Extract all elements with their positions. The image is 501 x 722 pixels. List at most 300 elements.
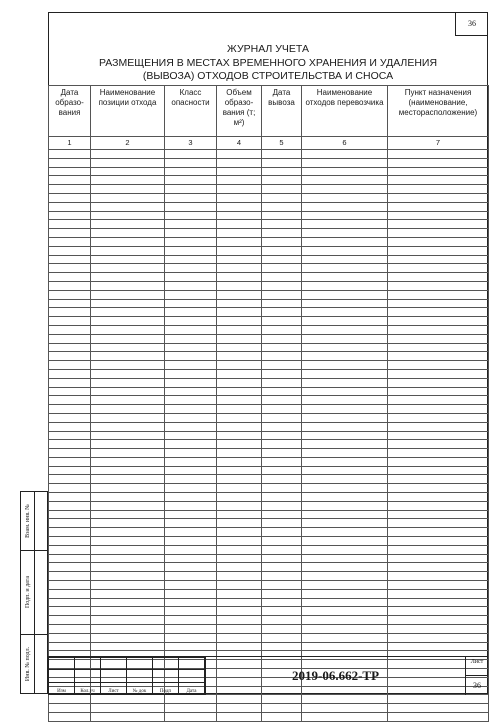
table-cell <box>91 589 165 598</box>
table-cell <box>49 317 91 326</box>
table-cell <box>302 713 388 722</box>
table-row <box>49 598 489 607</box>
table-cell <box>217 457 262 466</box>
table-row <box>49 308 489 317</box>
table-cell <box>49 246 91 255</box>
table-cell <box>302 695 388 704</box>
table-cell <box>49 625 91 634</box>
table-cell <box>49 325 91 334</box>
table-cell <box>217 158 262 167</box>
table-cell <box>165 501 217 510</box>
table-row <box>49 405 489 414</box>
table-cell <box>302 378 388 387</box>
table-cell <box>49 387 91 396</box>
table-cell <box>217 616 262 625</box>
table-cell <box>262 202 302 211</box>
table-cell <box>91 317 165 326</box>
table-cell <box>49 537 91 546</box>
side-label-inv-original <box>21 634 35 694</box>
journal-title-line2: РАЗМЕЩЕНИЯ В МЕСТАХ ВРЕМЕННОГО ХРАНЕНИЯ И УДАЛЕНИЯ <box>98 57 438 69</box>
table-cell <box>302 158 388 167</box>
table-cell <box>388 554 489 563</box>
table-row <box>49 537 489 546</box>
table-cell <box>388 405 489 414</box>
table-cell <box>388 396 489 405</box>
page-number-box <box>455 12 488 36</box>
journal-title-line1: ЖУРНАЛ УЧЕТА <box>227 43 309 55</box>
table-cell <box>91 343 165 352</box>
table-cell <box>91 457 165 466</box>
table-row <box>49 581 489 590</box>
table-row <box>49 325 489 334</box>
table-cell <box>262 581 302 590</box>
table-cell <box>388 475 489 484</box>
table-cell <box>217 449 262 458</box>
table-cell <box>262 413 302 422</box>
table-cell <box>49 299 91 308</box>
table-cell <box>302 457 388 466</box>
table-cell <box>388 193 489 202</box>
table-cell <box>262 528 302 537</box>
table-cell <box>217 695 262 704</box>
table-cell <box>165 466 217 475</box>
table-cell <box>302 475 388 484</box>
table-row <box>49 378 489 387</box>
table-cell <box>302 633 388 642</box>
table-cell <box>217 361 262 370</box>
table-row <box>49 281 489 290</box>
table-cell <box>165 237 217 246</box>
table-cell <box>262 343 302 352</box>
table-cell <box>388 713 489 722</box>
table-cell <box>262 466 302 475</box>
table-cell <box>91 158 165 167</box>
table-cell <box>302 352 388 361</box>
table-cell <box>165 713 217 722</box>
table-cell <box>49 589 91 598</box>
table-cell <box>217 528 262 537</box>
table-cell <box>49 281 91 290</box>
table-cell <box>262 334 302 343</box>
table-cell <box>262 325 302 334</box>
table-row <box>49 264 489 273</box>
table-cell <box>91 193 165 202</box>
table-cell <box>91 290 165 299</box>
table-cell <box>262 255 302 264</box>
table-cell <box>262 290 302 299</box>
table-cell <box>217 484 262 493</box>
table-cell <box>49 501 91 510</box>
table-cell <box>49 220 91 229</box>
table-cell <box>388 369 489 378</box>
table-cell <box>217 255 262 264</box>
page-number: 36 <box>468 19 476 28</box>
table-cell <box>262 554 302 563</box>
table-cell <box>91 642 165 651</box>
table-row <box>49 290 489 299</box>
table-cell <box>165 158 217 167</box>
table-cell <box>165 405 217 414</box>
table-cell <box>388 572 489 581</box>
table-cell <box>302 343 388 352</box>
table-cell <box>302 607 388 616</box>
side-label-sign-date <box>21 550 35 634</box>
table-cell <box>217 642 262 651</box>
table-cell <box>388 220 489 229</box>
table-cell <box>91 229 165 238</box>
table-cell <box>388 317 489 326</box>
table-cell <box>262 422 302 431</box>
table-row <box>49 237 489 246</box>
table-cell <box>388 589 489 598</box>
table-cell <box>91 537 165 546</box>
table-row <box>49 211 489 220</box>
table-cell <box>302 405 388 414</box>
table-cell <box>388 581 489 590</box>
table-row <box>49 413 489 422</box>
journal-body <box>49 150 489 722</box>
table-cell <box>217 334 262 343</box>
table-cell <box>217 220 262 229</box>
table-cell <box>165 369 217 378</box>
table-cell <box>217 413 262 422</box>
table-cell <box>302 317 388 326</box>
table-cell <box>302 642 388 651</box>
table-cell <box>165 387 217 396</box>
table-cell <box>91 150 165 159</box>
table-cell <box>217 229 262 238</box>
table-cell <box>262 281 302 290</box>
table-cell <box>217 625 262 634</box>
table-row <box>49 440 489 449</box>
table-cell <box>388 264 489 273</box>
table-cell <box>165 598 217 607</box>
table-cell <box>262 211 302 220</box>
table-cell <box>262 369 302 378</box>
table-cell <box>302 528 388 537</box>
table-cell <box>262 510 302 519</box>
table-cell <box>49 695 91 704</box>
table-cell <box>302 202 388 211</box>
table-cell <box>91 176 165 185</box>
table-cell <box>49 475 91 484</box>
table-cell <box>302 369 388 378</box>
table-cell <box>262 246 302 255</box>
table-cell <box>262 625 302 634</box>
column-number: 4 <box>217 137 262 150</box>
table-cell <box>165 378 217 387</box>
table-cell <box>388 440 489 449</box>
table-cell <box>262 440 302 449</box>
table-cell <box>91 440 165 449</box>
table-row <box>49 713 489 722</box>
table-cell <box>165 255 217 264</box>
table-cell <box>217 431 262 440</box>
table-cell <box>165 325 217 334</box>
document-number: 2019-06.662-ТР <box>205 657 465 695</box>
table-cell <box>388 695 489 704</box>
table-cell <box>388 211 489 220</box>
table-cell <box>302 167 388 176</box>
table-cell <box>49 713 91 722</box>
table-row <box>49 229 489 238</box>
table-cell <box>302 211 388 220</box>
table-row <box>49 220 489 229</box>
table-cell <box>49 484 91 493</box>
table-row <box>49 616 489 625</box>
table-row <box>49 607 489 616</box>
table-cell <box>49 378 91 387</box>
table-row <box>49 246 489 255</box>
table-cell <box>49 290 91 299</box>
header-destination: Пункт назначения (наименование, месторасположение) <box>388 86 489 137</box>
table-cell <box>388 167 489 176</box>
table-cell <box>262 185 302 194</box>
table-cell <box>217 466 262 475</box>
table-cell <box>49 704 91 713</box>
side-label-replaced-inv <box>21 492 35 550</box>
table-cell <box>262 237 302 246</box>
table-cell <box>217 422 262 431</box>
table-cell <box>217 237 262 246</box>
table-row <box>49 484 489 493</box>
table-cell <box>302 185 388 194</box>
table-cell <box>262 713 302 722</box>
table-cell <box>302 704 388 713</box>
table-cell <box>217 387 262 396</box>
table-row <box>49 554 489 563</box>
table-cell <box>388 625 489 634</box>
table-cell <box>217 440 262 449</box>
table-cell <box>388 343 489 352</box>
table-cell <box>91 308 165 317</box>
table-row <box>49 176 489 185</box>
table-cell <box>388 457 489 466</box>
revision-col-label: Кол.уч <box>75 682 101 694</box>
table-cell <box>388 176 489 185</box>
table-cell <box>302 589 388 598</box>
table-cell <box>302 537 388 546</box>
table-cell <box>165 642 217 651</box>
table-cell <box>217 343 262 352</box>
table-cell <box>49 352 91 361</box>
table-cell <box>49 449 91 458</box>
table-cell <box>262 475 302 484</box>
table-cell <box>302 237 388 246</box>
table-cell <box>262 299 302 308</box>
table-cell <box>262 563 302 572</box>
table-cell <box>388 237 489 246</box>
revision-col-label: № док <box>127 682 153 694</box>
table-row <box>49 369 489 378</box>
table-row <box>49 422 489 431</box>
table-cell <box>165 633 217 642</box>
table-cell <box>91 449 165 458</box>
table-cell <box>165 431 217 440</box>
table-cell <box>165 457 217 466</box>
table-cell <box>262 607 302 616</box>
table-cell <box>302 361 388 370</box>
table-cell <box>165 484 217 493</box>
table-cell <box>302 449 388 458</box>
table-cell <box>217 554 262 563</box>
table-cell <box>262 352 302 361</box>
table-cell <box>91 396 165 405</box>
table-cell <box>262 387 302 396</box>
table-cell <box>217 519 262 528</box>
table-cell <box>302 396 388 405</box>
table-cell <box>217 501 262 510</box>
table-cell <box>388 150 489 159</box>
table-cell <box>302 229 388 238</box>
table-cell <box>165 572 217 581</box>
header-volume-label: Объем образо-вания (т; м²) <box>222 88 256 127</box>
table-cell <box>91 545 165 554</box>
table-cell <box>91 413 165 422</box>
table-cell <box>262 484 302 493</box>
table-cell <box>262 150 302 159</box>
table-cell <box>91 581 165 590</box>
table-cell <box>49 440 91 449</box>
table-cell <box>262 598 302 607</box>
table-cell <box>217 202 262 211</box>
table-cell <box>302 299 388 308</box>
table-cell <box>49 519 91 528</box>
table-row <box>49 343 489 352</box>
table-cell <box>388 246 489 255</box>
table-cell <box>388 229 489 238</box>
table-cell <box>91 572 165 581</box>
table-cell <box>217 317 262 326</box>
table-row <box>49 572 489 581</box>
table-cell <box>217 607 262 616</box>
table-cell <box>91 352 165 361</box>
table-cell <box>49 616 91 625</box>
table-cell <box>302 387 388 396</box>
table-cell <box>91 220 165 229</box>
table-cell <box>217 537 262 546</box>
table-cell <box>49 255 91 264</box>
table-cell <box>217 378 262 387</box>
table-cell <box>217 589 262 598</box>
table-cell <box>388 422 489 431</box>
table-cell <box>262 264 302 273</box>
table-cell <box>388 299 489 308</box>
table-cell <box>388 308 489 317</box>
table-cell <box>388 501 489 510</box>
table-cell <box>165 290 217 299</box>
table-cell <box>388 387 489 396</box>
table-cell <box>91 334 165 343</box>
table-cell <box>388 325 489 334</box>
table-cell <box>165 343 217 352</box>
table-row <box>49 185 489 194</box>
table-cell <box>91 554 165 563</box>
table-cell <box>302 246 388 255</box>
header-carrier: Наименование отходов перевозчика <box>302 86 388 137</box>
table-cell <box>165 352 217 361</box>
table-cell <box>302 422 388 431</box>
table-cell <box>262 589 302 598</box>
table-cell <box>388 361 489 370</box>
table-cell <box>262 167 302 176</box>
table-cell <box>165 246 217 255</box>
table-cell <box>388 158 489 167</box>
table-cell <box>165 317 217 326</box>
table-cell <box>49 211 91 220</box>
table-cell <box>49 598 91 607</box>
table-cell <box>302 484 388 493</box>
table-cell <box>217 563 262 572</box>
table-cell <box>91 431 165 440</box>
table-row <box>49 202 489 211</box>
table-row <box>49 501 489 510</box>
table-row <box>49 528 489 537</box>
table-cell <box>388 528 489 537</box>
table-cell <box>388 704 489 713</box>
table-cell <box>49 202 91 211</box>
table-cell <box>165 554 217 563</box>
table-cell <box>388 352 489 361</box>
table-cell <box>49 237 91 246</box>
table-row <box>49 317 489 326</box>
table-cell <box>91 405 165 414</box>
table-cell <box>388 334 489 343</box>
table-cell <box>91 475 165 484</box>
table-cell <box>302 554 388 563</box>
table-cell <box>49 466 91 475</box>
table-cell <box>217 150 262 159</box>
table-cell <box>388 185 489 194</box>
table-cell <box>217 308 262 317</box>
table-cell <box>91 387 165 396</box>
table-cell <box>217 325 262 334</box>
table-cell <box>217 475 262 484</box>
table-row <box>49 475 489 484</box>
table-cell <box>388 510 489 519</box>
table-cell <box>262 176 302 185</box>
table-cell <box>49 633 91 642</box>
table-cell <box>388 484 489 493</box>
table-cell <box>49 581 91 590</box>
table-cell <box>165 528 217 537</box>
column-number: 3 <box>165 137 217 150</box>
table-cell <box>302 431 388 440</box>
side-label-text: Инв. № подл. <box>25 646 31 682</box>
table-cell <box>91 202 165 211</box>
table-cell <box>165 193 217 202</box>
table-cell <box>217 264 262 273</box>
table-cell <box>302 281 388 290</box>
table-cell <box>91 607 165 616</box>
column-number: 7 <box>388 137 489 150</box>
table-cell <box>302 510 388 519</box>
table-cell <box>388 537 489 546</box>
table-cell <box>388 273 489 282</box>
table-cell <box>49 361 91 370</box>
table-cell <box>262 193 302 202</box>
table-cell <box>91 563 165 572</box>
table-cell <box>49 150 91 159</box>
table-cell <box>217 581 262 590</box>
table-cell <box>165 510 217 519</box>
table-cell <box>49 572 91 581</box>
table-cell <box>388 598 489 607</box>
table-cell <box>91 528 165 537</box>
table-cell <box>49 545 91 554</box>
table-cell <box>91 493 165 502</box>
table-row <box>49 466 489 475</box>
